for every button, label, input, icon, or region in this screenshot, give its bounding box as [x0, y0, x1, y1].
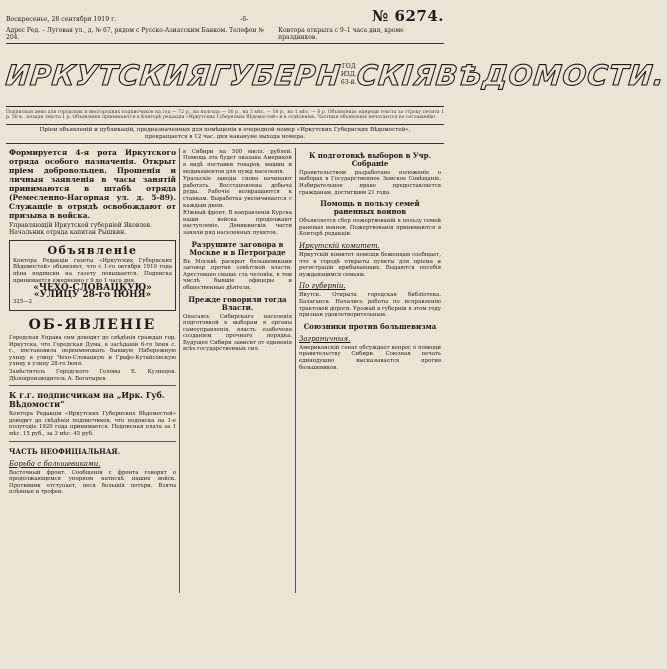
masthead-word-2: ГУБЕРН: [209, 58, 343, 92]
office-hours: Контора открыта с 9–1 часа дня, кроме праздников.: [278, 27, 404, 41]
announcement-signature: Замѣститель Городского Головы Е. Кузнецов. Дѣлопроизводитель А. Богатырев.: [9, 368, 176, 382]
middle-text-5: Опасаясь Сибирскаго населенія подготовкой к выборам в органы самоуправленія, власть озабочена созданіем прочнаго порядка. Будущее Сибири зависит от единенія всѣх государственных сил.: [183, 313, 292, 353]
box-big-text: «ЧЕХО-СЛОВАЦКУЮ» «УЛИЦУ 28-го ІЮНЯ»: [33, 283, 152, 300]
divider: [9, 385, 176, 386]
middle-text-4: Въ Москвѣ раскрыт большевиками заговор против совѣтской власти. Арестовано свыше ста человѣк, в том числѣ бывшіе офицеры и общественные дѣятели.: [183, 258, 292, 291]
column-left: [6, 148, 180, 593]
middle-text-2: Уральскіе заводы снова начинают работать. Восстановлена добыча руды. Рабочіе возвращаются к станкам. Выработка увеличивается с каждым днем.: [183, 176, 292, 209]
masthead: [4, 44, 667, 107]
masthead-word-1: ИРКУТСКИЯ: [4, 58, 213, 92]
editorial-address: Адрес Ред. – Луговая ул., д. № 67, рядом с Русско-Азиатским Банком. Телефон № 204.: [6, 27, 264, 41]
column-middle: [180, 148, 296, 593]
header-line: [6, 0, 444, 25]
right-headline-1: К подготовкѣ выборов в Учр. Собраніе: [308, 150, 432, 168]
column-right: [296, 148, 444, 593]
box-title: Объявленіе: [47, 243, 138, 257]
announcement-title: ОБ-ЯВЛЕНІЕ: [28, 316, 157, 333]
recruitment-signature: Управляющій Иркутской губерніей Яковлев. Начальник отряда капитан Рышкин.: [9, 221, 152, 236]
masthead-word-3: СКІЯ: [354, 58, 438, 92]
issue-date: Воскресенье, 28 сентября 1919 г.: [6, 16, 117, 23]
divider: [9, 441, 176, 442]
middle-text-3: Южный фронт. В направленіи Курска наши войска продолжают наступленіе. Деникинскія части заняли ряд населенных пунктов.: [183, 210, 292, 236]
box-text: Контора Редакціи газеты «Иркутских Губернских Вѣдомостей» объявляет, что с 1-го октября 1919 года цѣна подписки на газету повышается. Подписка принимается ежедневно с 9 до 1 часа дня.: [13, 257, 172, 284]
address-line: [6, 27, 444, 44]
subscribers-text: Контора Редакціи «Иркутских Губернских Вѣдомостей» доводит до свѣдѣнія подписчиков, что подписка на 1-е полугодіе 1920 года принимается. Подписная плата за 1 мѣс. 15 руб., за 3 мѣс. 45 руб.: [9, 411, 176, 437]
masthead-word-4: ВѢДОМОСТИ.: [434, 58, 667, 92]
recruitment-lead: Формируется 4-я рота Иркутского отряда особого назначенія. Открыт пріем добровольцев. Прошенія и личныя заявленія в часы занятій принимаются в штабѣ отряда (Ремесленно-Нагорная ул. д. 5-89). Служащіе в отрядѣ освобождают от призыва в войска.: [9, 147, 176, 220]
issue-number: № 6274.: [372, 7, 444, 25]
year-number: 63-й.: [340, 79, 357, 86]
subscribers-title: К г.г. подписчикам на „Ирк. Губ. Вѣдомости“: [9, 390, 165, 410]
columns: [6, 148, 444, 593]
article-text: Восточный фронт. Сообщенія с фронта говорят о продолжающемся упорном натискѣ наших войск. Противник отступает, неся большія потери. Взяты плѣнные и трофеи.: [9, 469, 176, 496]
middle-text-1: в Сибири на 500 милл. рублей. Помощь эта будет оказана Америкой в видѣ поставки товаров, машин и медикаментов для нужд населенія.: [183, 148, 292, 175]
article-title: Борьба с большевиками.: [9, 459, 101, 468]
announcement-text: Городская Управа сим доводит до свѣдѣнія граждан гор. Иркутска, что Городская Дума, в засѣданіи 6-го Іюня с. г., постановила переименовать бывшую Набережную улицу в улицу Чехо-Словацкую и Графо-Кутайсовскую улицу в улицу 28-го Іюня.: [9, 334, 176, 368]
middle-headline-1: Разрушите заговора в Москве и в Петрограде: [189, 239, 286, 257]
right-text-1: Правительством разработано положеніе о выборах в Государственное Земское Совѣщаніе. Избирательное право предоставляется гражданам, достигшим 21 года.: [299, 169, 441, 196]
right-headline-2: Помощь в пользу семей раненных воинов: [320, 199, 420, 217]
right-text-4: Якутск. Открыта городская библіотека. Балаганск. Начались работы по исправленію трактовой дороги. Урожай в губерніи в этом году признан удовлетворительным.: [299, 292, 441, 319]
right-subhead-3: Заграничныя.: [299, 334, 351, 343]
middle-headline-2: Прежде говорили тогда Власти.: [188, 294, 287, 312]
box-footer: 325—2: [13, 299, 33, 306]
page-marker: -6-: [240, 16, 249, 23]
right-text-3: Иркутскій комитет помощи беженцам сообщает, что в городѣ открыты пункты для пріема и регистраціи прибывающих. Выдаются пособія нуждающимся семьям.: [299, 251, 441, 278]
right-subhead-1: Иркутскій комитет.: [299, 241, 380, 250]
year-label: ГОД ИЗД.: [340, 63, 357, 78]
right-subhead-2: По губерніи.: [299, 282, 346, 291]
section-title: ЧАСТЬ НЕОФИЦІАЛЬНАЯ.: [9, 446, 121, 456]
subscription-box: [9, 240, 176, 311]
right-text-5: Американскій сенат обсуждает вопрос о помощи правительству Сибири. Союзная печать единодушно высказывается против большевиков.: [299, 344, 441, 371]
right-headline-3: Союзники против большевизма: [303, 321, 437, 331]
masthead-year: [341, 63, 357, 87]
ads-notice: Пріем объявленій и публикацій, предназначенных для помѣщенія в очередной номер «Иркутских Губернских Вѣдомостей», прекращается в 12 час. дня накануне выхода номера.: [6, 124, 444, 144]
subscription-note: Подписная цена для городских и иногородних подписчиков на год — 72 р., на полгода — 36 р., на 3 мѣс. — 18 р., на 1 мѣс. — 6 р. Объявленія: впереди текста за строку петита 1 р. 50 к., позади текста 1 р. Объявленія принимаются в Конторѣ редакціи «Иркутских Губернских Вѣдомостей» и в отдѣленіях. Частныя объявленія печатаются по соглашенію.: [6, 110, 444, 121]
right-text-2: Объявляется сбор пожертвованій в пользу семей раненых воинов. Пожертвованія принимаются в Конторѣ редакціи.: [299, 218, 441, 238]
